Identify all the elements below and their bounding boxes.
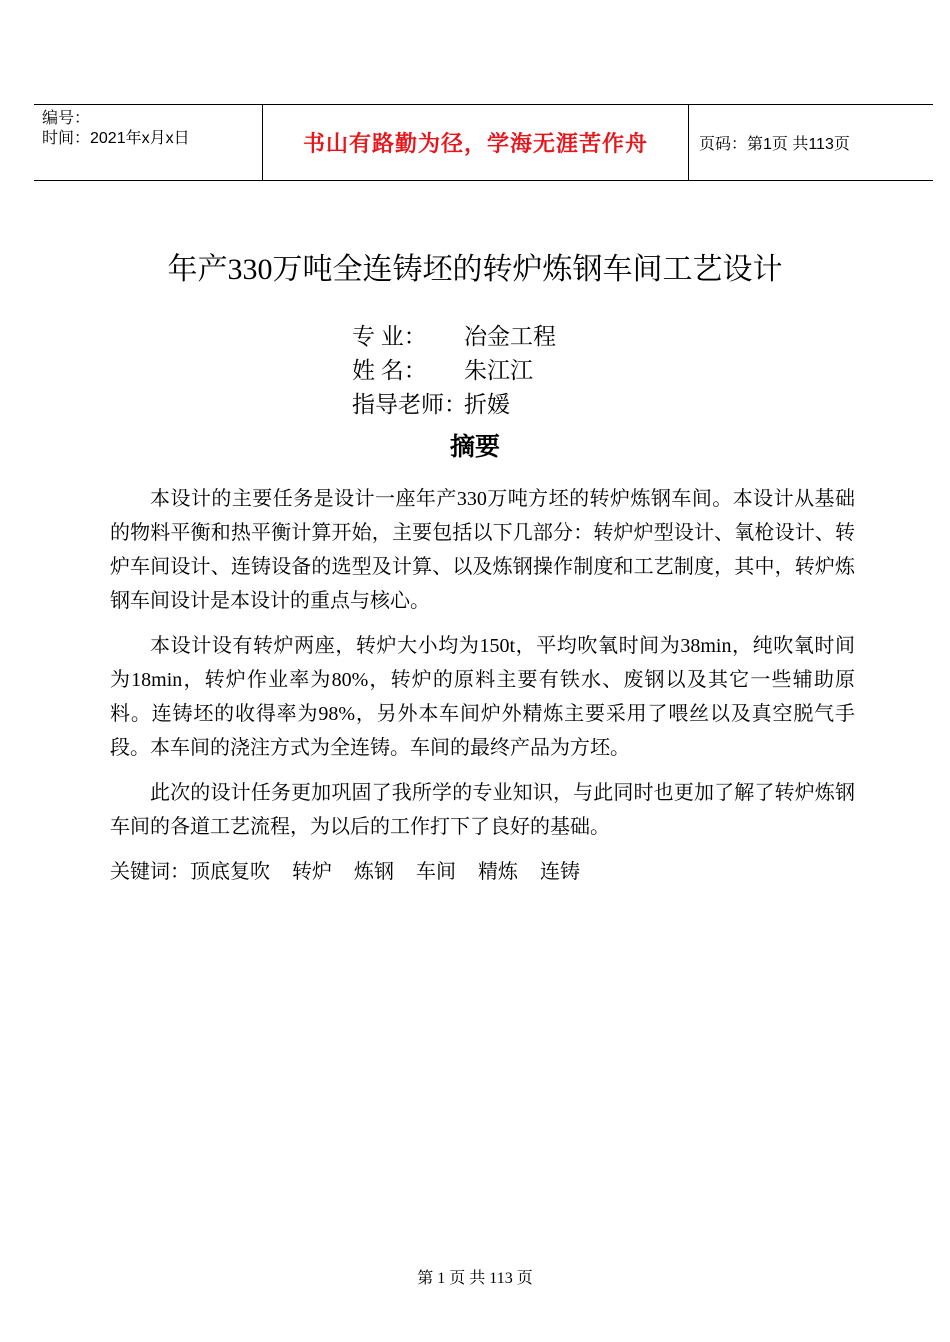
serial-number-label: 编号： bbox=[42, 110, 91, 127]
abstract-paragraph: 本设计设有转炉两座，转炉大小均为150t，平均吹氧时间为38min，纯吹氧时间为18min，转炉作业率为80%，转炉的原料主要有铁水、废钢以及其它一些辅助原料。连铸坯的收得率为98%，另外本车间炉外精炼主要采用了喂丝以及真空脱气手段。本车间的浇注方式为全连铸。车间的最终产品为方坯。 bbox=[110, 635, 855, 759]
meta-value: 折媛 bbox=[464, 392, 510, 417]
page-footer: 第 1 页 共 113 页 bbox=[417, 1270, 533, 1287]
abstract-paragraph: 此次的设计任务更加巩固了我所学的专业知识，与此同时也更加了解了转炉炼钢车间的各道工艺流程，为以后的工作打下了良好的基础。 bbox=[110, 782, 855, 838]
header-page-info: 页码：第1页 共113页 bbox=[689, 105, 934, 181]
header-motto: 书山有路勤为径，学海无涯苦作舟 bbox=[302, 131, 648, 156]
keyword: 车间 bbox=[416, 861, 456, 883]
header-info-cell bbox=[34, 105, 263, 181]
meta-row-advisor bbox=[352, 388, 556, 422]
abstract-paragraph: 本设计的主要任务是设计一座年产330万吨方坯的转炉炼钢车间。本设计从基础的物料平衡和热平衡计算开始，主要包括以下几部分：转炉炉型设计、氧枪设计、转炉车间设计、连铸设备的选型及计算、以及炼钢操作制度和工艺制度，其中，转炉炼钢车间设计是本设计的重点与核心。 bbox=[110, 488, 855, 612]
abstract-heading: 摘要 bbox=[449, 434, 500, 461]
meta-key: 姓 名： bbox=[352, 358, 427, 383]
meta-row-major bbox=[352, 320, 556, 354]
keyword: 转炉 bbox=[292, 861, 332, 883]
meta-row-name bbox=[352, 354, 556, 388]
keyword: 顶底复吹 bbox=[190, 861, 270, 883]
meta-value: 冶金工程 bbox=[464, 324, 556, 349]
header-motto-cell bbox=[263, 105, 689, 181]
keyword: 炼钢 bbox=[354, 861, 394, 883]
keywords-line bbox=[110, 855, 855, 889]
meta-key: 指导老师： bbox=[352, 392, 467, 417]
meta-value: 朱江江 bbox=[464, 358, 533, 383]
time-label: 时间：2021年x月x日 bbox=[42, 130, 190, 147]
keywords-label: 关键词： bbox=[110, 861, 190, 883]
author-info bbox=[352, 320, 556, 422]
keyword: 连铸 bbox=[540, 861, 580, 883]
abstract-body bbox=[110, 482, 855, 889]
meta-key: 专 业： bbox=[352, 324, 427, 349]
document-header bbox=[34, 104, 933, 181]
keyword: 精炼 bbox=[478, 861, 518, 883]
document-title: 年产330万吨全连铸坯的转炉炼钢车间工艺设计 bbox=[167, 253, 783, 286]
